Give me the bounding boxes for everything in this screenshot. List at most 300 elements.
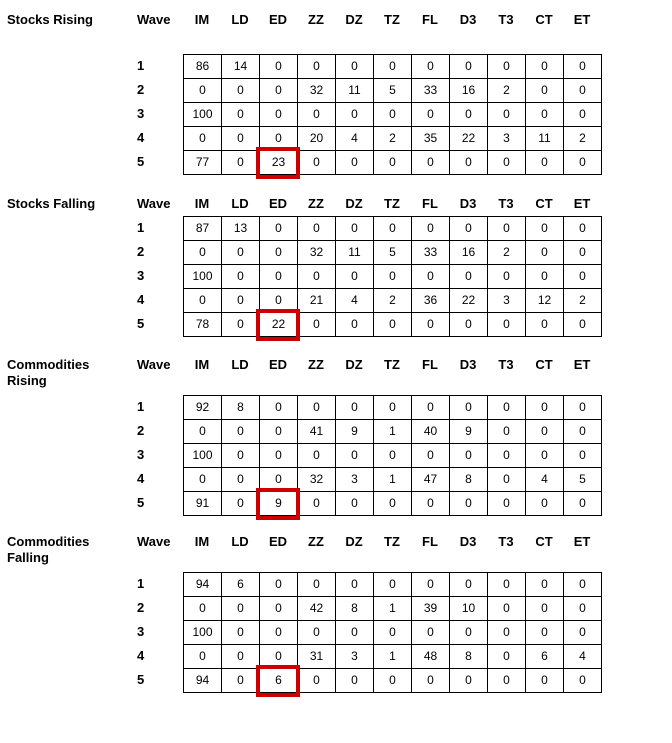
table-cell: 16 — [450, 79, 488, 103]
table-cell: 0 — [412, 313, 450, 337]
table-cell: 36 — [412, 289, 450, 313]
table-cell: 0 — [260, 289, 298, 313]
wave-label: 1 — [137, 58, 145, 73]
table-cell: 94 — [184, 669, 222, 693]
wave-label: 2 — [137, 600, 145, 615]
table-cell: 0 — [374, 492, 412, 516]
table-cell: 0 — [564, 151, 602, 175]
table-cell: 12 — [526, 289, 564, 313]
table-cell: 3 — [488, 289, 526, 313]
table-cell: 0 — [260, 621, 298, 645]
table-cell: 0 — [564, 396, 602, 420]
table-cell: 0 — [450, 396, 488, 420]
table-cell: 0 — [488, 103, 526, 127]
column-header: ET — [573, 534, 591, 549]
table-cell: 1 — [374, 645, 412, 669]
table-cell: 4 — [336, 289, 374, 313]
table-cell: 0 — [526, 573, 564, 597]
wave-header: Wave — [137, 357, 171, 372]
table-cell: 23 — [260, 151, 298, 175]
wave-label: 2 — [137, 82, 145, 97]
table-cell: 0 — [298, 444, 336, 468]
table-row — [184, 420, 602, 444]
table-cell: 0 — [488, 265, 526, 289]
table-cell: 0 — [260, 241, 298, 265]
column-header: FL — [422, 12, 438, 27]
column-header: FL — [422, 534, 438, 549]
table-cell: 0 — [298, 55, 336, 79]
table-cell: 0 — [564, 444, 602, 468]
table-cell: 0 — [374, 103, 412, 127]
table-cell: 0 — [564, 217, 602, 241]
table-cell: 0 — [260, 468, 298, 492]
table-cell: 1 — [374, 420, 412, 444]
table-row — [184, 151, 602, 175]
table-cell: 78 — [184, 313, 222, 337]
table-cell: 13 — [222, 217, 260, 241]
table-cell: 0 — [184, 645, 222, 669]
table-cell: 39 — [412, 597, 450, 621]
table-cell: 0 — [488, 645, 526, 669]
table-cell: 0 — [222, 597, 260, 621]
table-cell: 8 — [336, 597, 374, 621]
table-cell: 0 — [488, 217, 526, 241]
table-cell: 4 — [564, 645, 602, 669]
table-cell: 6 — [260, 669, 298, 693]
column-header: ED — [268, 196, 288, 211]
table-cell: 2 — [488, 79, 526, 103]
column-header: TZ — [384, 196, 400, 211]
wave-header: Wave — [137, 12, 171, 27]
column-header: ED — [268, 534, 288, 549]
column-header: ZZ — [308, 357, 324, 372]
table-cell: 0 — [564, 313, 602, 337]
table-cell: 0 — [374, 573, 412, 597]
table-cell: 0 — [412, 621, 450, 645]
table-cell: 0 — [488, 669, 526, 693]
table-cell: 22 — [450, 289, 488, 313]
table-cell: 0 — [374, 55, 412, 79]
table-cell: 35 — [412, 127, 450, 151]
table-cell: 40 — [412, 420, 450, 444]
table-cell: 0 — [564, 103, 602, 127]
table-cell: 6 — [526, 645, 564, 669]
table-cell: 1 — [374, 597, 412, 621]
column-header: ZZ — [308, 196, 324, 211]
column-header: T3 — [498, 12, 514, 27]
table-cell: 0 — [450, 444, 488, 468]
table-cell: 33 — [412, 241, 450, 265]
table-cell: 48 — [412, 645, 450, 669]
table-cell: 0 — [184, 79, 222, 103]
table-cell: 8 — [222, 396, 260, 420]
table-cell: 8 — [450, 645, 488, 669]
table-cell: 0 — [374, 669, 412, 693]
table-cell: 2 — [564, 127, 602, 151]
table-cell: 0 — [450, 217, 488, 241]
table-cell: 0 — [298, 492, 336, 516]
table-row — [184, 79, 602, 103]
table-cell: 9 — [260, 492, 298, 516]
table-cell: 0 — [222, 492, 260, 516]
column-header: T3 — [498, 357, 514, 372]
table-row — [184, 597, 602, 621]
table-cell: 0 — [526, 492, 564, 516]
column-header: CT — [535, 12, 553, 27]
table-cell: 0 — [298, 669, 336, 693]
table-cell: 0 — [336, 573, 374, 597]
table-cell: 0 — [184, 289, 222, 313]
table-cell: 0 — [450, 55, 488, 79]
table-cell: 0 — [260, 103, 298, 127]
wave-label: 4 — [137, 471, 145, 486]
table-row — [184, 289, 602, 313]
table-cell: 0 — [184, 127, 222, 151]
table-cell: 16 — [450, 241, 488, 265]
column-header: FL — [422, 196, 438, 211]
table-cell: 0 — [412, 265, 450, 289]
table-cell: 100 — [184, 103, 222, 127]
section-title: Commodities Falling — [7, 534, 90, 565]
table-cell: 6 — [222, 573, 260, 597]
column-header: LD — [231, 12, 249, 27]
table-cell: 0 — [526, 597, 564, 621]
table-cell: 0 — [222, 313, 260, 337]
table-cell: 0 — [336, 151, 374, 175]
column-header: CT — [535, 534, 553, 549]
table-cell: 0 — [260, 79, 298, 103]
table-cell: 22 — [450, 127, 488, 151]
wave-label: 4 — [137, 130, 145, 145]
table-cell: 0 — [260, 396, 298, 420]
table-cell: 32 — [298, 241, 336, 265]
table-cell: 0 — [526, 396, 564, 420]
table-cell: 0 — [526, 420, 564, 444]
column-header: T3 — [498, 196, 514, 211]
table-cell: 0 — [374, 313, 412, 337]
table-cell: 0 — [450, 265, 488, 289]
table-cell: 0 — [564, 241, 602, 265]
table-cell: 0 — [450, 669, 488, 693]
column-header: CT — [535, 196, 553, 211]
table-cell: 91 — [184, 492, 222, 516]
table-cell: 11 — [336, 79, 374, 103]
table-cell: 0 — [526, 217, 564, 241]
table-cell: 47 — [412, 468, 450, 492]
table-cell: 0 — [336, 492, 374, 516]
table-cell: 0 — [526, 55, 564, 79]
table-row — [184, 217, 602, 241]
table-cell: 0 — [336, 217, 374, 241]
column-header: IM — [194, 196, 210, 211]
table-row — [184, 444, 602, 468]
table-cell: 0 — [412, 217, 450, 241]
highlight-box — [256, 488, 300, 520]
table-cell: 0 — [336, 669, 374, 693]
table-cell: 31 — [298, 645, 336, 669]
table-cell: 0 — [298, 396, 336, 420]
wave-label: 2 — [137, 423, 145, 438]
table-cell: 0 — [260, 127, 298, 151]
table-cell: 0 — [450, 492, 488, 516]
column-header: LD — [231, 534, 249, 549]
table-cell: 2 — [564, 289, 602, 313]
highlight-box — [256, 147, 300, 179]
wave-label: 3 — [137, 624, 145, 639]
column-header: D3 — [459, 12, 477, 27]
table-cell: 2 — [488, 241, 526, 265]
table-cell: 0 — [336, 55, 374, 79]
wave-table — [183, 395, 602, 516]
table-row — [184, 55, 602, 79]
table-cell: 0 — [184, 241, 222, 265]
table-cell: 4 — [336, 127, 374, 151]
column-header: T3 — [498, 534, 514, 549]
table-cell: 0 — [412, 492, 450, 516]
table-cell: 0 — [412, 103, 450, 127]
table-cell: 0 — [298, 217, 336, 241]
table-cell: 10 — [450, 597, 488, 621]
table-cell: 0 — [412, 396, 450, 420]
table-cell: 0 — [564, 420, 602, 444]
wave-label: 4 — [137, 292, 145, 307]
table-cell: 0 — [222, 265, 260, 289]
wave-table — [183, 216, 602, 337]
column-header: IM — [194, 357, 210, 372]
table-cell: 0 — [222, 468, 260, 492]
table-row — [184, 621, 602, 645]
table-row — [184, 573, 602, 597]
table-cell: 0 — [298, 103, 336, 127]
table-row — [184, 669, 602, 693]
table-row — [184, 127, 602, 151]
table-row — [184, 265, 602, 289]
table-cell: 2 — [374, 289, 412, 313]
wave-label: 1 — [137, 576, 145, 591]
wave-label: 5 — [137, 495, 145, 510]
table-cell: 0 — [412, 444, 450, 468]
table-cell: 100 — [184, 265, 222, 289]
table-cell: 0 — [260, 444, 298, 468]
table-row — [184, 396, 602, 420]
table-cell: 100 — [184, 444, 222, 468]
table-cell: 0 — [336, 313, 374, 337]
wave-header: Wave — [137, 196, 171, 211]
table-cell: 5 — [374, 79, 412, 103]
table-cell: 0 — [298, 265, 336, 289]
column-header: DZ — [345, 196, 363, 211]
column-header: TZ — [384, 357, 400, 372]
table-cell: 0 — [222, 669, 260, 693]
column-header: D3 — [459, 196, 477, 211]
table-cell: 0 — [260, 55, 298, 79]
column-header: LD — [231, 357, 249, 372]
table-cell: 86 — [184, 55, 222, 79]
table-cell: 0 — [336, 396, 374, 420]
table-cell: 0 — [298, 151, 336, 175]
table-cell: 0 — [184, 597, 222, 621]
table-cell: 0 — [526, 241, 564, 265]
table-cell: 0 — [184, 420, 222, 444]
table-cell: 0 — [260, 597, 298, 621]
table-cell: 0 — [184, 468, 222, 492]
column-header: FL — [422, 357, 438, 372]
table-cell: 0 — [222, 621, 260, 645]
table-cell: 0 — [336, 265, 374, 289]
table-cell: 3 — [336, 645, 374, 669]
table-cell: 0 — [564, 621, 602, 645]
table-cell: 3 — [336, 468, 374, 492]
table-cell: 0 — [298, 573, 336, 597]
table-cell: 0 — [336, 444, 374, 468]
table-cell: 0 — [260, 573, 298, 597]
section-title: Stocks Rising — [7, 12, 93, 27]
table-cell: 0 — [564, 79, 602, 103]
table-cell: 0 — [450, 621, 488, 645]
table-row — [184, 313, 602, 337]
table-cell: 0 — [488, 621, 526, 645]
table-cell: 41 — [298, 420, 336, 444]
table-cell: 0 — [374, 151, 412, 175]
table-cell: 0 — [222, 645, 260, 669]
column-header: D3 — [459, 357, 477, 372]
table-cell: 42 — [298, 597, 336, 621]
wave-table — [183, 54, 602, 175]
column-header: ET — [573, 196, 591, 211]
table-cell: 0 — [336, 103, 374, 127]
table-cell: 22 — [260, 313, 298, 337]
table-cell: 0 — [488, 468, 526, 492]
table-row — [184, 103, 602, 127]
table-cell: 9 — [450, 420, 488, 444]
table-cell: 11 — [526, 127, 564, 151]
table-cell: 0 — [412, 573, 450, 597]
table-cell: 1 — [374, 468, 412, 492]
table-row — [184, 492, 602, 516]
table-cell: 9 — [336, 420, 374, 444]
table-cell: 0 — [222, 420, 260, 444]
table-cell: 0 — [526, 265, 564, 289]
table-cell: 0 — [222, 103, 260, 127]
table-cell: 0 — [222, 127, 260, 151]
table-cell: 0 — [526, 79, 564, 103]
table-cell: 32 — [298, 79, 336, 103]
table-cell: 0 — [488, 597, 526, 621]
table-cell: 0 — [412, 151, 450, 175]
table-cell: 0 — [222, 151, 260, 175]
wave-label: 3 — [137, 268, 145, 283]
table-row — [184, 468, 602, 492]
table-cell: 0 — [222, 289, 260, 313]
wave-header: Wave — [137, 534, 171, 549]
column-header: DZ — [345, 12, 363, 27]
table-cell: 0 — [222, 444, 260, 468]
table-cell: 92 — [184, 396, 222, 420]
table-cell: 77 — [184, 151, 222, 175]
table-cell: 5 — [374, 241, 412, 265]
table-cell: 87 — [184, 217, 222, 241]
table-cell: 4 — [526, 468, 564, 492]
table-cell: 20 — [298, 127, 336, 151]
table-cell: 0 — [488, 55, 526, 79]
table-row — [184, 645, 602, 669]
table-cell: 0 — [260, 645, 298, 669]
table-cell: 5 — [564, 468, 602, 492]
column-header: ZZ — [308, 534, 324, 549]
wave-label: 5 — [137, 316, 145, 331]
table-cell: 0 — [374, 444, 412, 468]
column-header: ET — [573, 12, 591, 27]
wave-label: 1 — [137, 220, 145, 235]
column-header: LD — [231, 196, 249, 211]
table-row — [184, 241, 602, 265]
table-cell: 21 — [298, 289, 336, 313]
table-cell: 0 — [564, 573, 602, 597]
table-cell: 0 — [564, 265, 602, 289]
wave-label: 5 — [137, 154, 145, 169]
table-cell: 0 — [564, 55, 602, 79]
table-cell: 0 — [488, 573, 526, 597]
table-cell: 0 — [374, 621, 412, 645]
table-cell: 0 — [564, 597, 602, 621]
table-cell: 0 — [488, 444, 526, 468]
table-cell: 8 — [450, 468, 488, 492]
table-cell: 0 — [260, 420, 298, 444]
column-header: IM — [194, 534, 210, 549]
table-cell: 0 — [488, 492, 526, 516]
table-cell: 14 — [222, 55, 260, 79]
column-header: TZ — [384, 12, 400, 27]
table-cell: 11 — [336, 241, 374, 265]
table-cell: 0 — [298, 313, 336, 337]
column-header: ZZ — [308, 12, 324, 27]
table-cell: 0 — [298, 621, 336, 645]
highlight-box — [256, 309, 300, 341]
table-cell: 0 — [564, 669, 602, 693]
table-cell: 94 — [184, 573, 222, 597]
wave-label: 3 — [137, 106, 145, 121]
column-header: ED — [268, 12, 288, 27]
table-cell: 0 — [526, 151, 564, 175]
table-cell: 100 — [184, 621, 222, 645]
table-cell: 0 — [412, 669, 450, 693]
column-header: TZ — [384, 534, 400, 549]
table-cell: 0 — [488, 313, 526, 337]
wave-table — [183, 572, 602, 693]
table-cell: 0 — [526, 313, 564, 337]
table-cell: 33 — [412, 79, 450, 103]
table-cell: 0 — [526, 444, 564, 468]
table-cell: 0 — [374, 265, 412, 289]
table-cell: 32 — [298, 468, 336, 492]
wave-label: 5 — [137, 672, 145, 687]
table-cell: 0 — [488, 420, 526, 444]
table-cell: 0 — [336, 621, 374, 645]
wave-label: 2 — [137, 244, 145, 259]
table-cell: 0 — [222, 241, 260, 265]
section-title: Stocks Falling — [7, 196, 96, 211]
column-header: ET — [573, 357, 591, 372]
wave-label: 4 — [137, 648, 145, 663]
table-cell: 0 — [260, 265, 298, 289]
column-header: DZ — [345, 357, 363, 372]
table-cell: 0 — [260, 217, 298, 241]
column-header: CT — [535, 357, 553, 372]
table-cell: 0 — [526, 103, 564, 127]
table-cell: 0 — [450, 573, 488, 597]
column-header: IM — [194, 12, 210, 27]
table-cell: 3 — [488, 127, 526, 151]
